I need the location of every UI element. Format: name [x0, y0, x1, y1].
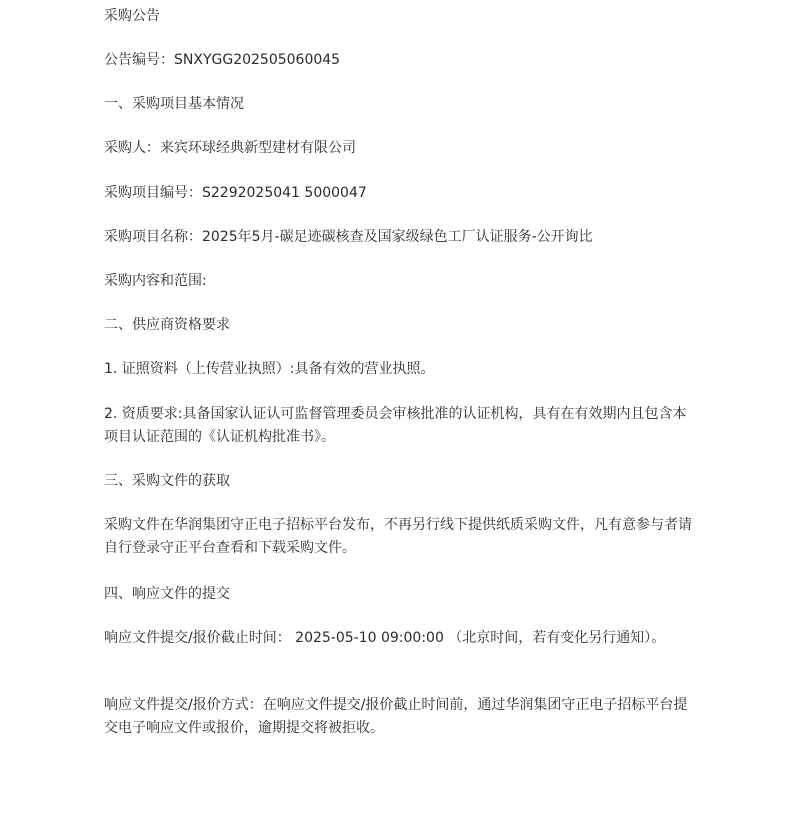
project-name: 采购项目名称：2025年5月-碳足迹碳核查及国家级绿色工厂认证服务-公开询比	[104, 229, 593, 245]
project-number: 采购项目编号：S2292025041 5000047	[104, 185, 367, 201]
purchaser: 采购人：来宾环球经典新型建材有限公司	[104, 140, 356, 156]
section-1-heading: 一、采购项目基本情况	[104, 96, 244, 112]
document-title: 采购公告	[104, 8, 160, 24]
section-3-heading: 三、采购文件的获取	[104, 473, 230, 489]
procurement-scope: 采购内容和范围:	[104, 273, 207, 289]
qualification-item-1: 1. 证照资料（上传营业执照）:具备有效的营业执照。	[104, 361, 435, 377]
qualification-item-2: 2. 资质要求:具备国家认证认可监督管理委员会审核批准的认证机构，具有在有效期内且包含本项目认证范围的《认证机构批准书》。	[104, 406, 687, 445]
section-4-heading: 四、响应文件的提交	[104, 586, 230, 602]
document-acquisition-text: 采购文件在华润集团守正电子招标平台发布，不再另行线下提供纸质采购文件，凡有意参与者请自行登录守正平台查看和下载采购文件。	[104, 517, 692, 556]
announcement-number: 公告编号：SNXYGG202505060045	[104, 52, 341, 68]
section-2-heading: 二、供应商资格要求	[104, 317, 230, 333]
submission-deadline: 响应文件提交/报价截止时间： 2025-05-10 09:00:00 （北京时间，若有变化另行通知）。	[104, 630, 666, 646]
submission-method: 响应文件提交/报价方式：在响应文件提交/报价截止时间前，通过华润集团守正电子招标平台提交电子响应文件或报价，逾期提交将被拒收。	[104, 697, 688, 736]
